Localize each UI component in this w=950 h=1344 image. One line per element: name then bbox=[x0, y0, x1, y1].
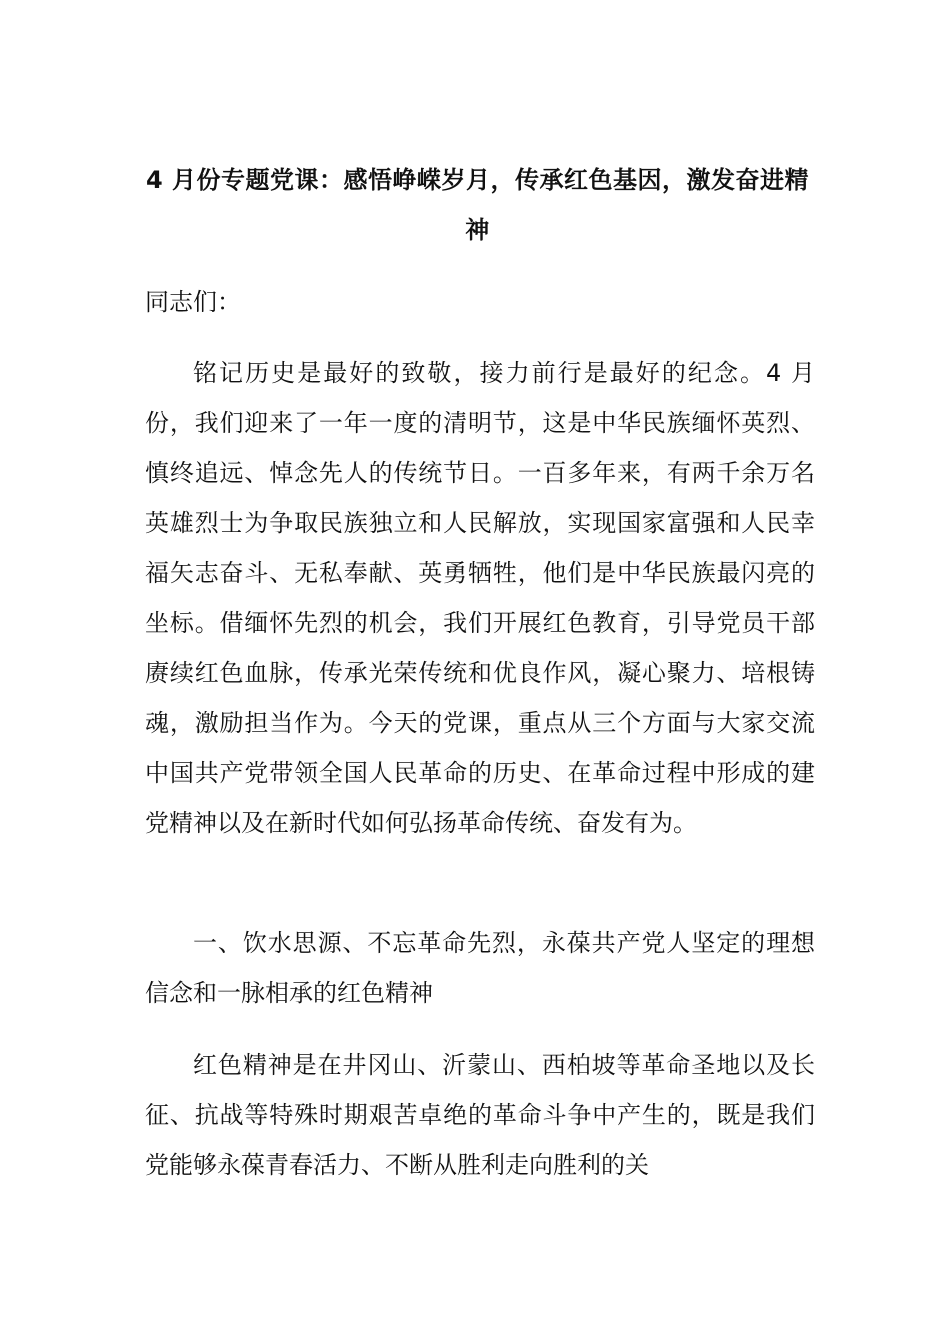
paragraph-intro: 铭记历史是最好的致敬，接力前行是最好的纪念。4 月份，我们迎来了一年一度的清明节，这是中华民族缅怀英烈、慎终追远、悼念先人的传统节日。一百多年来，有两千余万名英雄烈士为争取民族独立和人民解放，实现国家富强和人民幸福矢志奋斗、无私奉献、英勇牺牲，他们是中华民族最闪亮的坐标。借缅怀先烈的机会，我们开展红色教育，引导党员干部赓续红色血脉，传承光荣传统和优良作风，凝心聚力、培根铸魂，激励担当作为。今天的党课，重点从三个方面与大家交流中国共产党带领全国人民革命的历史、在革命过程中形成的建党精神以及在新时代如何弘扬革命传统、奋发有为。 bbox=[145, 359, 815, 837]
salutation: 同志们： bbox=[145, 288, 241, 316]
document-title: 4 月份专题党课：感悟峥嵘岁月，传承红色基因，激发奋进精神 bbox=[145, 166, 810, 244]
paragraph-section-1: 红色精神是在井冈山、沂蒙山、西柏坡等革命圣地以及长征、抗战等特殊时期艰苦卓绝的革命斗争中产生的，既是我们党能够永葆青春活力、不断从胜利走向胜利的关 bbox=[145, 1051, 815, 1179]
section-heading-1: 一、饮水思源、不忘革命先烈，永葆共产党人坚定的理想信念和一脉相承的红色精神 bbox=[145, 929, 815, 1007]
